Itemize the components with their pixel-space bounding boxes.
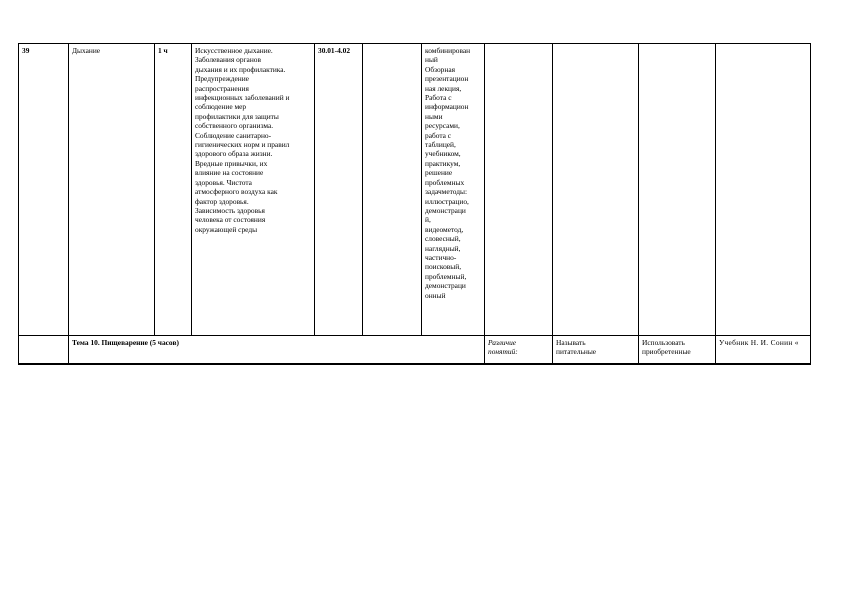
empty-cell xyxy=(19,336,69,365)
methods-line: демонстраци xyxy=(425,281,466,291)
methods-line: демонстраци xyxy=(425,205,466,215)
content-line: гигиенических норм и правил xyxy=(195,140,290,150)
methods-line: й, xyxy=(425,215,431,225)
content-line: Вредные привычки, их xyxy=(195,158,268,168)
methods-line: проблемных xyxy=(425,177,465,187)
textbook-cell: Учебник Н. И. Сонин « xyxy=(716,336,811,365)
methods-line: ными xyxy=(425,111,443,121)
methods-line: практикум, xyxy=(425,158,461,168)
methods-line: иллюстрацио, xyxy=(425,196,469,206)
lesson-number-cell: 39 xyxy=(19,44,69,336)
methods-line: поисковый, xyxy=(425,262,462,272)
content-line: соблюдение мер xyxy=(195,102,247,112)
empty-cell xyxy=(363,44,422,336)
methods-line: наглядный, xyxy=(425,243,461,253)
content-line: здорового образа жизни. xyxy=(195,149,273,159)
content-line: влияние на состояние xyxy=(195,168,264,178)
content-line: дыхания и их профилактика. xyxy=(195,64,286,74)
methods-line: ный xyxy=(425,55,438,65)
lesson-content-cell xyxy=(192,44,315,336)
empty-cell xyxy=(716,44,811,336)
content-line: атмосферного воздуха как xyxy=(195,187,278,197)
methods-line: ная лекция, xyxy=(425,83,462,93)
lesson-date-cell: 30.01-4.02 xyxy=(315,44,363,336)
content-line: Искусственное дыхание. xyxy=(195,46,273,55)
content-line: фактор здоровья. xyxy=(195,196,249,206)
topic-title-cell: Тема 10. Пищеварение (5 часов) xyxy=(69,336,485,365)
methods-line: Обзорная xyxy=(425,64,455,74)
methods-line: словесный, xyxy=(425,234,461,244)
identify-cell xyxy=(553,336,639,365)
lesson-hours-cell: 1 ч xyxy=(155,44,192,336)
methods-line: проблемный, xyxy=(425,271,467,281)
table-row-lesson-39 xyxy=(19,44,811,336)
methods-line: онный xyxy=(425,290,446,300)
methods-line: видеометод, xyxy=(425,224,464,234)
table-row-topic-10 xyxy=(19,336,811,365)
use-line: Использовать xyxy=(642,338,685,347)
use-line: приобретенные xyxy=(642,347,691,357)
methods-line: частично- xyxy=(425,252,457,262)
content-line: распространения xyxy=(195,83,249,93)
content-line: здоровья. Чистота xyxy=(195,177,252,187)
content-line: собственного организма. xyxy=(195,121,274,131)
concepts-cell xyxy=(485,336,553,365)
empty-cell xyxy=(639,44,716,336)
lesson-title-cell: Дыхание xyxy=(69,44,155,336)
methods-line: решение xyxy=(425,168,453,178)
methods-line: работа с xyxy=(425,130,452,140)
content-line: инфекционных заболеваний и xyxy=(195,93,290,103)
methods-line: Работа с xyxy=(425,93,452,103)
content-line: окружающей среды xyxy=(195,224,258,234)
lesson-plan-table xyxy=(18,43,811,365)
content-line: Соблюдение санитарно- xyxy=(195,130,272,140)
methods-line: задачметоды: xyxy=(425,187,468,197)
content-line: Предупреждение xyxy=(195,74,249,84)
lesson-methods-cell xyxy=(422,44,485,336)
content-line: человека от состояния xyxy=(195,215,266,225)
concepts-line: Различие xyxy=(488,338,517,347)
methods-line: ресурсами, xyxy=(425,121,460,131)
methods-line: презентацион xyxy=(425,74,469,84)
methods-line: таблицей, xyxy=(425,140,456,150)
identify-line: питательные xyxy=(556,347,597,357)
content-line: Зависимость здоровья xyxy=(195,205,265,215)
concepts-line: понятий: xyxy=(488,347,518,357)
methods-line: учебником, xyxy=(425,149,461,159)
methods-line: информацион xyxy=(425,102,469,112)
content-line: профилактики для защиты xyxy=(195,111,279,121)
empty-cell xyxy=(485,44,553,336)
content-line: Заболевания органов xyxy=(195,55,261,65)
use-cell xyxy=(639,336,716,365)
empty-cell xyxy=(553,44,639,336)
methods-line: комбинирован xyxy=(425,46,471,55)
identify-line: Называть xyxy=(556,338,586,347)
